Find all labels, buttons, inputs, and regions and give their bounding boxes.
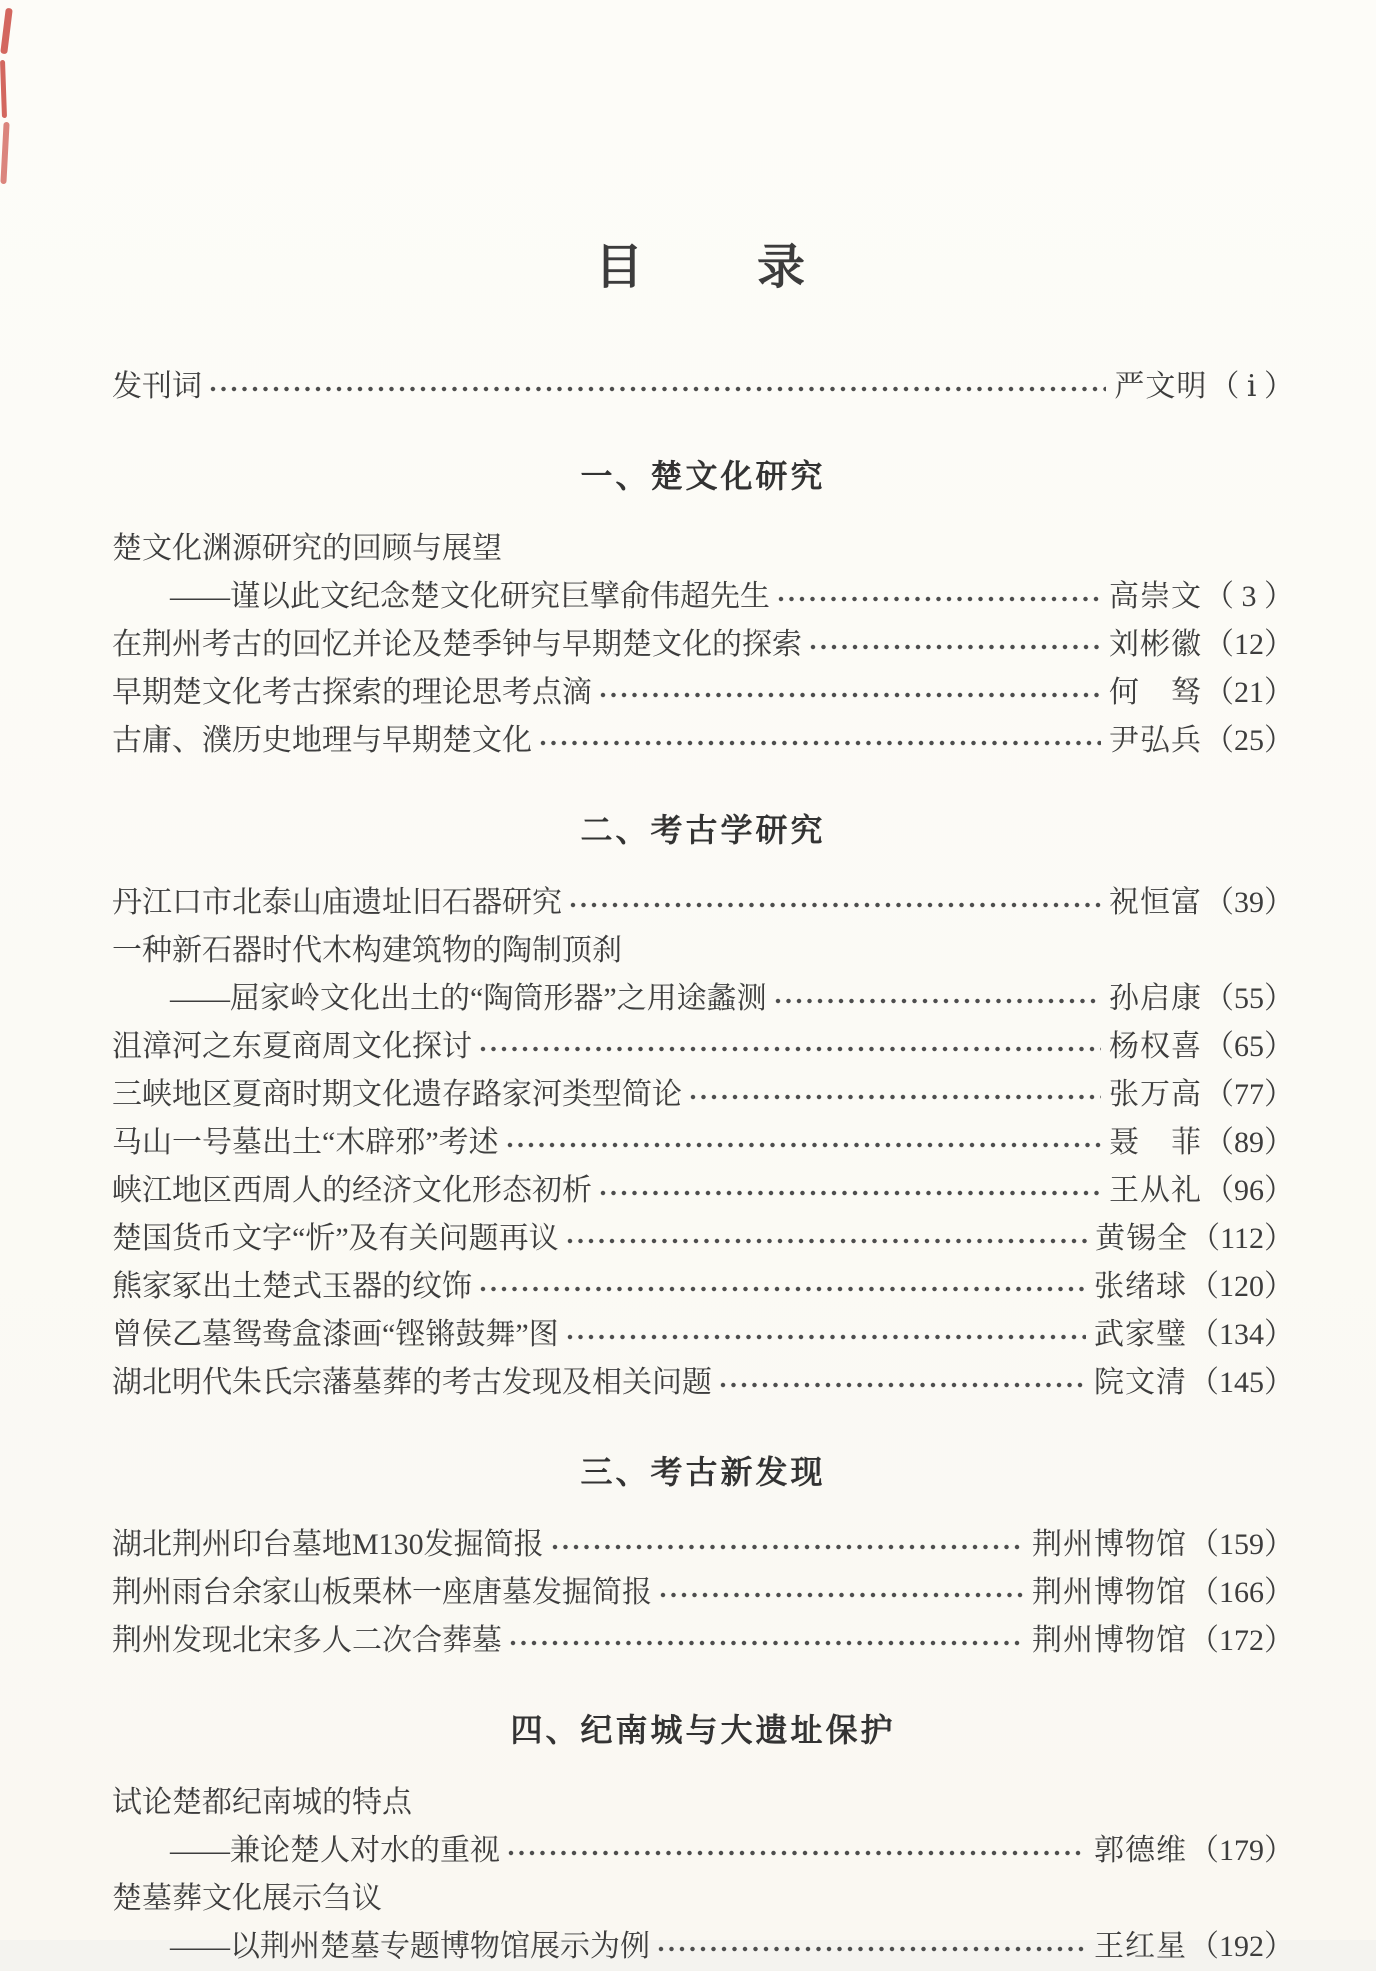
- entry-page: （21）: [1204, 676, 1294, 709]
- toc-entry: [112, 717, 1294, 765]
- entry-page: （39）: [1204, 886, 1294, 919]
- entry-title: 马山一号墓出土“木辟邪”考述: [112, 1126, 499, 1159]
- entry-title: 楚国货币文字“忻”及有关问题再议: [112, 1222, 559, 1255]
- entry-subtitle: ——兼论楚人对水的重视: [170, 1834, 500, 1867]
- toc-entry: [112, 1071, 1294, 1119]
- dot-leader: [565, 1215, 1087, 1263]
- entry-title: 在荆州考古的回忆并论及楚季钟与早期楚文化的探索: [112, 628, 802, 661]
- entry-page: （55）: [1204, 982, 1294, 1015]
- toc-entry: [112, 1875, 1294, 1923]
- entry-page: （134）: [1189, 1318, 1294, 1351]
- toc-entry-foreword: [112, 363, 1294, 411]
- dot-leader: [598, 1167, 1101, 1215]
- dot-leader: [598, 669, 1101, 717]
- dot-leader: [773, 975, 1101, 1023]
- toc-entry: [112, 621, 1294, 669]
- section-heading-2: 二、考古学研究: [580, 811, 826, 849]
- toc-entry-subtitle: [112, 1923, 1294, 1971]
- entry-title: 楚墓葬文化展示刍议: [112, 1882, 382, 1915]
- entry-page: （145）: [1189, 1366, 1294, 1399]
- entry-author: 王从礼: [1109, 1174, 1202, 1207]
- dot-leader: [208, 363, 1106, 411]
- entry-title: 荆州雨台余家山板栗林一座唐墓发掘简报: [112, 1576, 652, 1609]
- toc-entry-subtitle: [112, 573, 1294, 621]
- toc-entry: [112, 669, 1294, 717]
- entry-page: （ ⅰ ）: [1209, 370, 1294, 403]
- entry-title: 发刊词: [112, 370, 202, 403]
- entry-subtitle: ——屈家岭文化出土的“陶筒形器”之用途蠡测: [170, 982, 767, 1015]
- entry-page: （172）: [1189, 1624, 1294, 1657]
- entry-title: 湖北明代朱氏宗藩墓葬的考古发现及相关问题: [112, 1366, 712, 1399]
- dot-leader: [508, 1617, 1024, 1665]
- entry-author: 杨权喜: [1109, 1030, 1202, 1063]
- entry-page: （96）: [1204, 1174, 1294, 1207]
- toc-entry: [112, 1215, 1294, 1263]
- toc-entry: [112, 1569, 1294, 1617]
- dot-leader: [568, 879, 1101, 927]
- entry-author: 王红星: [1094, 1930, 1187, 1963]
- entry-author: 孙启康: [1109, 982, 1202, 1015]
- toc-entry: [112, 1617, 1294, 1665]
- entry-title: 古庸、濮历史地理与早期楚文化: [112, 724, 532, 757]
- entry-title: 一种新石器时代木构建筑物的陶制顶刹: [112, 934, 622, 967]
- section-heading-1: 一、楚文化研究: [580, 457, 826, 495]
- entry-page: （120）: [1189, 1270, 1294, 1303]
- entry-title: 峡江地区西周人的经济文化形态初析: [112, 1174, 592, 1207]
- toc-entry: [112, 1023, 1294, 1071]
- entry-subtitle: ——谨以此文纪念楚文化研究巨擘俞伟超先生: [170, 580, 770, 613]
- entry-author: 黄锡全: [1095, 1222, 1189, 1255]
- entry-page: （192）: [1189, 1930, 1294, 1963]
- dot-leader: [538, 717, 1101, 765]
- toc-entry: [112, 927, 1294, 975]
- dot-leader: [658, 1569, 1024, 1617]
- dot-leader: [565, 1311, 1086, 1359]
- dot-leader: [478, 1263, 1086, 1311]
- entry-author: 荆州博物馆: [1032, 1624, 1187, 1657]
- entry-author: 荆州博物馆: [1032, 1576, 1187, 1609]
- dot-leader: [505, 1119, 1101, 1167]
- red-ink-mark: [0, 60, 7, 118]
- entry-title: 曾侯乙墓鸳鸯盒漆画“铿锵鼓舞”图: [112, 1318, 559, 1351]
- entry-author: 祝恒富: [1109, 886, 1202, 919]
- toc-entry: [112, 879, 1294, 927]
- section-heading-4: 四、纪南城与大遗址保护: [510, 1711, 896, 1749]
- toc-entry-subtitle: [112, 1827, 1294, 1875]
- dot-leader: [656, 1923, 1086, 1971]
- entry-page: （12）: [1204, 628, 1294, 661]
- entry-page: （65）: [1204, 1030, 1294, 1063]
- entry-page: （159）: [1189, 1528, 1294, 1561]
- entry-author: 高崇文: [1109, 580, 1202, 613]
- entry-author: 何 驽: [1109, 676, 1202, 709]
- toc-entry: [112, 1779, 1294, 1827]
- entry-author: 严文明: [1114, 370, 1208, 403]
- red-ink-mark: [0, 8, 13, 55]
- entry-title: 早期楚文化考古探索的理论思考点滴: [112, 676, 592, 709]
- entry-page: （ 3 ）: [1204, 580, 1294, 613]
- toc-entry: [112, 1521, 1294, 1569]
- dot-leader: [718, 1359, 1086, 1407]
- dot-leader: [808, 621, 1101, 669]
- entry-author: 尹弘兵: [1109, 724, 1202, 757]
- toc-entry: [112, 1263, 1294, 1311]
- entry-page: （89）: [1204, 1126, 1294, 1159]
- entry-page: （112）: [1190, 1222, 1294, 1255]
- entry-author: 刘彬徽: [1109, 628, 1202, 661]
- section-heading-3: 三、考古新发现: [580, 1453, 826, 1491]
- entry-author: 张绪球: [1094, 1270, 1187, 1303]
- entry-title: 试论楚都纪南城的特点: [112, 1786, 412, 1819]
- entry-author: 院文清: [1094, 1366, 1187, 1399]
- entry-page: （179）: [1189, 1834, 1294, 1867]
- toc-entry: [112, 1167, 1294, 1215]
- red-ink-mark: [0, 122, 9, 184]
- entry-author: 武家璧: [1094, 1318, 1187, 1351]
- entry-author: 张万高: [1109, 1078, 1202, 1111]
- entry-title: 楚文化渊源研究的回顾与展望: [112, 532, 502, 565]
- entry-title: 熊家冢出土楚式玉器的纹饰: [112, 1270, 472, 1303]
- entry-title: 湖北荆州印台墓地M130发掘简报: [112, 1528, 544, 1561]
- entry-page: （25）: [1204, 724, 1294, 757]
- entry-title: 三峡地区夏商时期文化遗存路家河类型简论: [112, 1078, 682, 1111]
- dot-leader: [550, 1521, 1024, 1569]
- dot-leader: [688, 1071, 1101, 1119]
- dot-leader: [506, 1827, 1086, 1875]
- entry-page: （166）: [1189, 1576, 1294, 1609]
- toc-entry: [112, 525, 1294, 573]
- entry-subtitle: ——以荆州楚墓专题博物馆展示为例: [170, 1930, 650, 1963]
- entry-author: 聂 菲: [1109, 1126, 1202, 1159]
- entry-title: 荆州发现北宋多人二次合葬墓: [112, 1624, 502, 1657]
- toc-entry: [112, 1359, 1294, 1407]
- toc-content: [112, 228, 1294, 1971]
- toc-entry: [112, 1311, 1294, 1359]
- entry-page: （77）: [1204, 1078, 1294, 1111]
- entry-author: 荆州博物馆: [1032, 1528, 1187, 1561]
- entry-title: 沮漳河之东夏商周文化探讨: [112, 1030, 472, 1063]
- toc-entry-subtitle: [112, 975, 1294, 1023]
- toc-entry: [112, 1119, 1294, 1167]
- page-title: 目 录: [594, 241, 811, 294]
- entry-title: 丹江口市北泰山庙遗址旧石器研究: [112, 886, 562, 919]
- entry-author: 郭德维: [1094, 1834, 1187, 1867]
- dot-leader: [478, 1023, 1101, 1071]
- dot-leader: [776, 573, 1101, 621]
